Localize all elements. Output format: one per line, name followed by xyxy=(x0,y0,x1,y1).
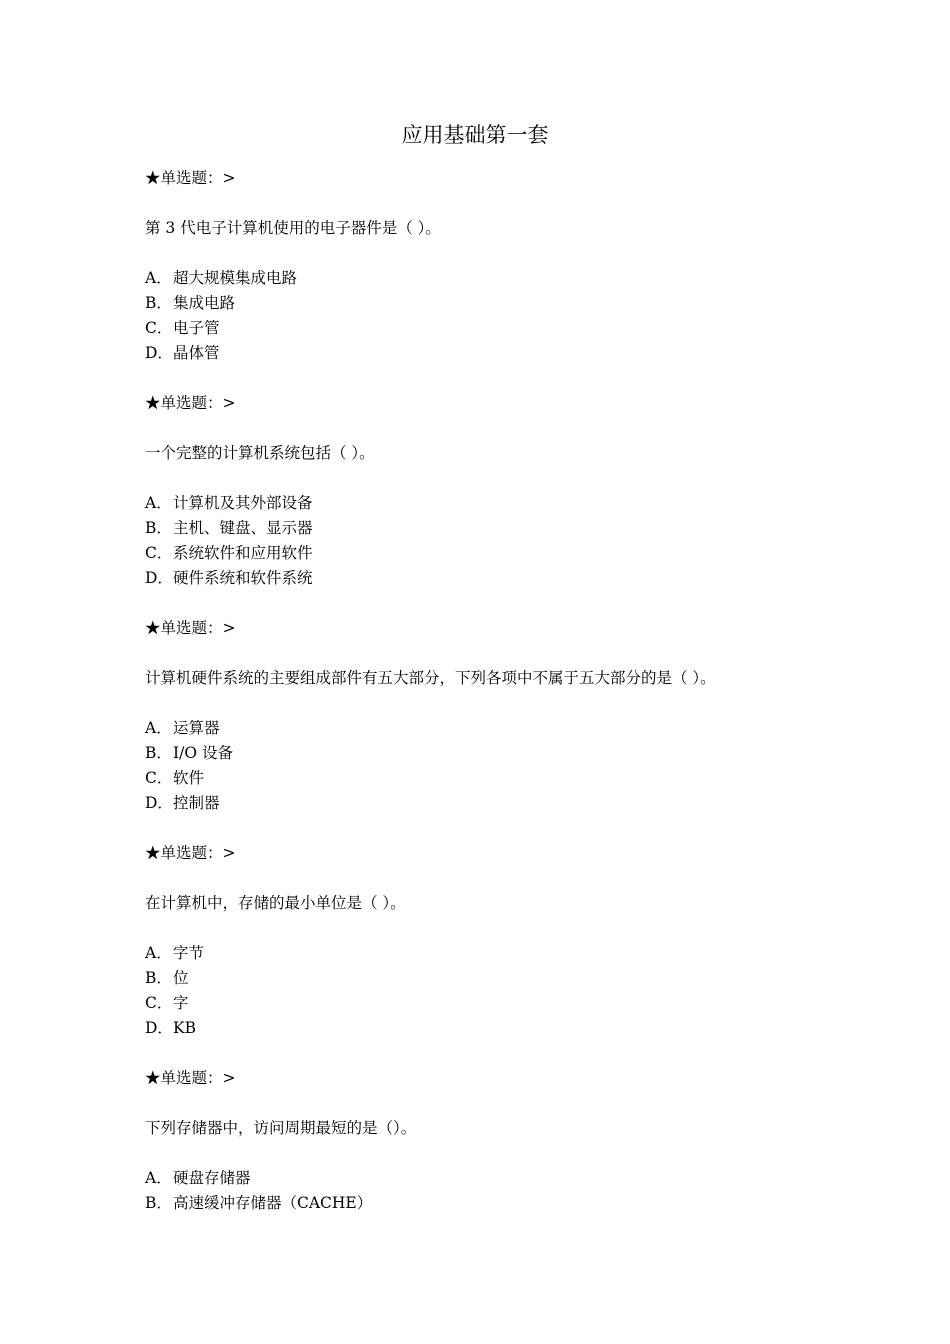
option-a xyxy=(145,716,845,741)
option-text: 集成电路 xyxy=(173,294,236,312)
question-5 xyxy=(145,1066,845,1216)
option-text: 超大规模集成电路 xyxy=(173,269,298,287)
option-b xyxy=(145,516,845,541)
question-stem: 一个完整的计算机系统包括（ ）。 xyxy=(145,444,375,462)
option-letter: A． xyxy=(145,944,172,962)
question-stem: 计算机硬件系统的主要组成部件有五大部分，下列各项中不属于五大部分的是（ ）。 xyxy=(145,669,716,687)
option-b xyxy=(145,1191,845,1216)
option-a xyxy=(145,1166,845,1191)
option-d xyxy=(145,341,845,366)
option-letter: C． xyxy=(145,994,173,1012)
option-letter: D． xyxy=(145,1019,173,1037)
option-text: 控制器 xyxy=(173,794,220,812)
option-text: 位 xyxy=(173,969,189,987)
option-letter: A． xyxy=(145,1169,172,1187)
option-letter: A． xyxy=(145,269,172,287)
option-b xyxy=(145,741,845,766)
option-d xyxy=(145,791,845,816)
option-text: 软件 xyxy=(173,769,205,787)
option-letter: B． xyxy=(145,1194,172,1212)
question-type-label: ★单选题：> xyxy=(145,844,236,862)
option-letter: B． xyxy=(145,294,172,312)
question-stem: 第 3 代电子计算机使用的电子器件是（ ）。 xyxy=(145,219,441,237)
document-title: 应用基础第一套 xyxy=(401,123,549,147)
option-c xyxy=(145,766,845,791)
question-type-label: ★单选题：> xyxy=(145,1069,236,1087)
question-list xyxy=(145,166,845,1216)
option-a xyxy=(145,491,845,516)
option-a xyxy=(145,266,845,291)
option-text: 字 xyxy=(173,994,189,1012)
option-text: I/O 设备 xyxy=(173,744,233,762)
option-c xyxy=(145,541,845,566)
option-b xyxy=(145,291,845,316)
option-text: 字节 xyxy=(173,944,205,962)
option-c xyxy=(145,316,845,341)
question-1 xyxy=(145,166,845,391)
option-text: 硬盘存储器 xyxy=(173,1169,251,1187)
option-a xyxy=(145,941,845,966)
option-text: 计算机及其外部设备 xyxy=(173,494,313,512)
option-text: KB xyxy=(173,1019,196,1037)
question-type-label: ★单选题：> xyxy=(145,169,236,187)
option-letter: C． xyxy=(145,769,173,787)
option-text: 主机、键盘、显示器 xyxy=(173,519,313,537)
question-2 xyxy=(145,391,845,616)
question-stem: 下列存储器中，访问周期最短的是（）。 xyxy=(145,1119,417,1137)
option-letter: D． xyxy=(145,569,173,587)
option-text: 高速缓冲存储器（CACHE） xyxy=(173,1194,373,1212)
option-d xyxy=(145,566,845,591)
option-letter: C． xyxy=(145,319,173,337)
question-4 xyxy=(145,841,845,1066)
option-text: 电子管 xyxy=(173,319,220,337)
question-stem: 在计算机中，存储的最小单位是（ ）。 xyxy=(145,894,406,912)
option-letter: D． xyxy=(145,344,173,362)
option-text: 硬件系统和软件系统 xyxy=(173,569,313,587)
question-3 xyxy=(145,616,845,841)
option-text: 运算器 xyxy=(173,719,220,737)
option-letter: B． xyxy=(145,744,172,762)
option-text: 系统软件和应用软件 xyxy=(173,544,313,562)
option-letter: C． xyxy=(145,544,173,562)
option-letter: B． xyxy=(145,969,172,987)
option-c xyxy=(145,991,845,1016)
option-text: 晶体管 xyxy=(173,344,220,362)
question-type-label: ★单选题：> xyxy=(145,394,236,412)
question-type-label: ★单选题：> xyxy=(145,619,236,637)
option-letter: A． xyxy=(145,719,172,737)
option-letter: B． xyxy=(145,519,172,537)
option-b xyxy=(145,966,845,991)
option-letter: D． xyxy=(145,794,173,812)
option-letter: A． xyxy=(145,494,172,512)
option-d xyxy=(145,1016,845,1041)
